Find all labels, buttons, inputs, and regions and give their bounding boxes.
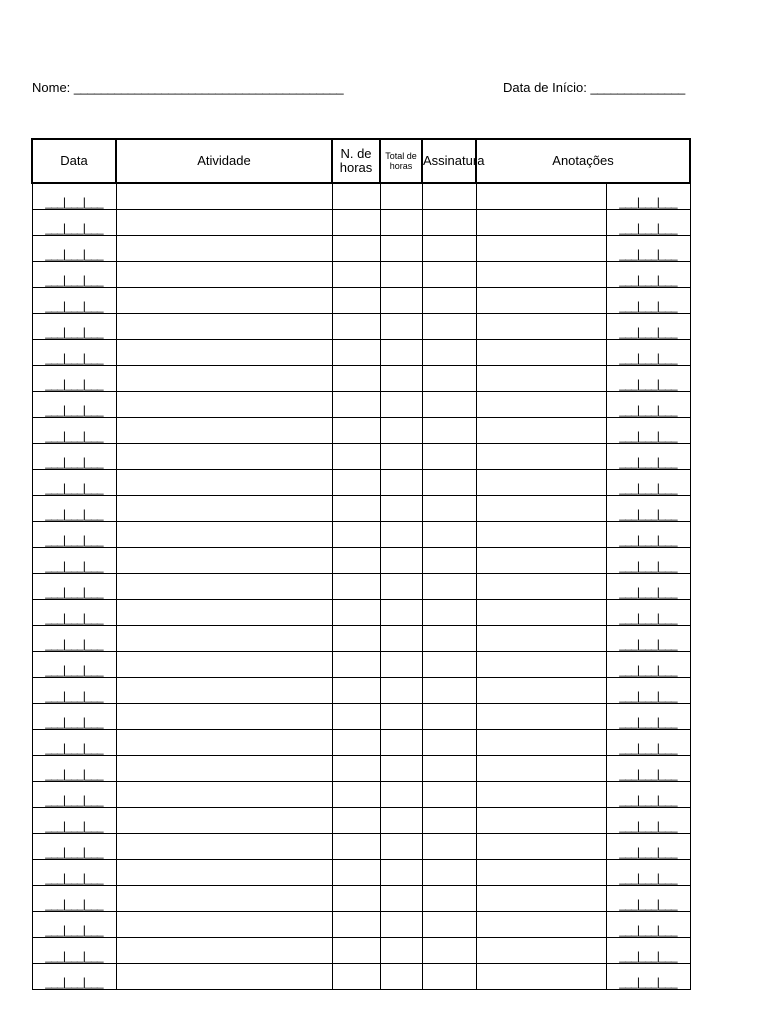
notes-cell[interactable] <box>476 392 606 418</box>
notes-date-cell[interactable]: ___|___|___ <box>606 704 690 730</box>
notes-cell[interactable] <box>476 782 606 808</box>
total-hours-cell[interactable] <box>380 886 422 912</box>
total-hours-cell[interactable] <box>380 288 422 314</box>
notes-cell[interactable] <box>476 704 606 730</box>
signature-cell[interactable] <box>422 782 476 808</box>
signature-cell[interactable] <box>422 366 476 392</box>
table-row <box>32 288 690 314</box>
total-hours-cell[interactable] <box>380 340 422 366</box>
notes-cell[interactable] <box>476 834 606 860</box>
signature-cell[interactable] <box>422 912 476 938</box>
activity-cell[interactable] <box>116 314 332 340</box>
signature-cell[interactable] <box>422 444 476 470</box>
notes-date-cell[interactable]: ___|___|___ <box>606 912 690 938</box>
notes-cell[interactable] <box>476 183 606 210</box>
notes-cell[interactable] <box>476 912 606 938</box>
notes-date-cell[interactable]: ___|___|___ <box>606 366 690 392</box>
signature-cell[interactable] <box>422 964 476 990</box>
signature-cell[interactable] <box>422 704 476 730</box>
table-body <box>32 183 690 990</box>
name-field <box>32 80 343 95</box>
hours-cell[interactable] <box>332 860 380 886</box>
notes-cell[interactable] <box>476 444 606 470</box>
hours-cell[interactable] <box>332 678 380 704</box>
col-header-data: Data <box>32 139 116 183</box>
notes-date-cell[interactable]: ___|___|___ <box>606 938 690 964</box>
hours-cell[interactable] <box>332 912 380 938</box>
activity-cell[interactable] <box>116 730 332 756</box>
date-cell[interactable]: ___|___|___ <box>32 964 116 990</box>
notes-cell[interactable] <box>476 522 606 548</box>
signature-cell[interactable] <box>422 340 476 366</box>
notes-cell[interactable] <box>476 548 606 574</box>
activity-cell[interactable] <box>116 288 332 314</box>
activity-cell[interactable] <box>116 886 332 912</box>
hours-cell[interactable] <box>332 574 380 600</box>
signature-cell[interactable] <box>422 522 476 548</box>
notes-date-cell[interactable]: ___|___|___ <box>606 808 690 834</box>
notes-date-cell[interactable]: ___|___|___ <box>606 210 690 236</box>
activity-cell[interactable] <box>116 704 332 730</box>
signature-cell[interactable] <box>422 183 476 210</box>
start-date-field <box>503 80 685 95</box>
notes-cell[interactable] <box>476 938 606 964</box>
notes-date-cell[interactable]: ___|___|___ <box>606 262 690 288</box>
notes-cell[interactable] <box>476 418 606 444</box>
activity-cell[interactable] <box>116 470 332 496</box>
notes-cell[interactable] <box>476 496 606 522</box>
total-hours-cell[interactable] <box>380 574 422 600</box>
notes-date-cell[interactable]: ___|___|___ <box>606 314 690 340</box>
notes-cell[interactable] <box>476 262 606 288</box>
table-row <box>32 730 690 756</box>
hours-cell[interactable] <box>332 808 380 834</box>
hours-cell[interactable] <box>332 938 380 964</box>
table-row <box>32 210 690 236</box>
signature-cell[interactable] <box>422 392 476 418</box>
date-cell[interactable]: ___|___|___ <box>32 912 116 938</box>
date-cell[interactable]: ___|___|___ <box>32 834 116 860</box>
table-row <box>32 496 690 522</box>
notes-date-cell[interactable]: ___|___|___ <box>606 470 690 496</box>
total-hours-cell[interactable] <box>380 470 422 496</box>
hours-cell[interactable] <box>332 964 380 990</box>
date-cell[interactable]: ___|___|___ <box>32 314 116 340</box>
hours-cell[interactable] <box>332 392 380 418</box>
table-row <box>32 600 690 626</box>
hours-cell[interactable] <box>332 418 380 444</box>
notes-date-cell[interactable]: ___|___|___ <box>606 496 690 522</box>
total-hours-cell[interactable] <box>380 652 422 678</box>
notes-cell[interactable] <box>476 236 606 262</box>
date-cell[interactable]: ___|___|___ <box>32 418 116 444</box>
col-header-atividade: Atividade <box>116 139 332 183</box>
activity-cell[interactable] <box>116 574 332 600</box>
signature-cell[interactable] <box>422 834 476 860</box>
table-row <box>32 860 690 886</box>
signature-cell[interactable] <box>422 600 476 626</box>
hours-cell[interactable] <box>332 183 380 210</box>
total-hours-cell[interactable] <box>380 964 422 990</box>
activity-cell[interactable] <box>116 392 332 418</box>
total-hours-cell[interactable] <box>380 210 422 236</box>
date-cell[interactable]: ___|___|___ <box>32 470 116 496</box>
table-row <box>32 314 690 340</box>
date-cell[interactable]: ___|___|___ <box>32 860 116 886</box>
total-hours-cell[interactable] <box>380 834 422 860</box>
col-header-anotacoes: Anotações <box>476 139 690 183</box>
signature-cell[interactable] <box>422 678 476 704</box>
activity-cell[interactable] <box>116 652 332 678</box>
total-hours-cell[interactable] <box>380 418 422 444</box>
total-hours-cell[interactable] <box>380 444 422 470</box>
activity-cell[interactable] <box>116 782 332 808</box>
table-row <box>32 183 690 210</box>
col-header-assinatura: Assinatura <box>422 139 476 183</box>
table-row <box>32 886 690 912</box>
date-cell[interactable]: ___|___|___ <box>32 808 116 834</box>
table-row <box>32 782 690 808</box>
date-cell[interactable]: ___|___|___ <box>32 600 116 626</box>
hours-cell[interactable] <box>332 496 380 522</box>
activity-cell[interactable] <box>116 210 332 236</box>
hours-cell[interactable] <box>332 522 380 548</box>
col-header-n-horas: N. de horas <box>332 139 380 183</box>
notes-cell[interactable] <box>476 288 606 314</box>
hours-cell[interactable] <box>332 548 380 574</box>
activity-cell[interactable] <box>116 938 332 964</box>
hours-cell[interactable] <box>332 600 380 626</box>
notes-cell[interactable] <box>476 886 606 912</box>
date-cell[interactable]: ___|___|___ <box>32 938 116 964</box>
date-cell[interactable]: ___|___|___ <box>32 782 116 808</box>
notes-cell[interactable] <box>476 860 606 886</box>
table-row <box>32 652 690 678</box>
date-cell[interactable]: ___|___|___ <box>32 678 116 704</box>
total-hours-cell[interactable] <box>380 183 422 210</box>
total-hours-cell[interactable] <box>380 314 422 340</box>
activity-cell[interactable] <box>116 860 332 886</box>
table-row <box>32 834 690 860</box>
total-hours-cell[interactable] <box>380 366 422 392</box>
signature-cell[interactable] <box>422 886 476 912</box>
signature-cell[interactable] <box>422 418 476 444</box>
table-row <box>32 574 690 600</box>
notes-date-cell[interactable]: ___|___|___ <box>606 340 690 366</box>
notes-date-cell[interactable]: ___|___|___ <box>606 964 690 990</box>
hours-cell[interactable] <box>332 704 380 730</box>
date-cell[interactable]: ___|___|___ <box>32 288 116 314</box>
table-row <box>32 418 690 444</box>
activity-cell[interactable] <box>116 496 332 522</box>
total-hours-cell[interactable] <box>380 236 422 262</box>
hours-cell[interactable] <box>332 730 380 756</box>
hours-cell[interactable] <box>332 314 380 340</box>
hours-cell[interactable] <box>332 262 380 288</box>
notes-cell[interactable] <box>476 652 606 678</box>
notes-cell[interactable] <box>476 314 606 340</box>
table-row <box>32 626 690 652</box>
total-hours-cell[interactable] <box>380 782 422 808</box>
notes-cell[interactable] <box>476 808 606 834</box>
notes-date-cell[interactable]: ___|___|___ <box>606 288 690 314</box>
signature-cell[interactable] <box>422 210 476 236</box>
table-row <box>32 704 690 730</box>
notes-date-cell[interactable]: ___|___|___ <box>606 444 690 470</box>
signature-cell[interactable] <box>422 808 476 834</box>
date-cell[interactable]: ___|___|___ <box>32 704 116 730</box>
total-hours-cell[interactable] <box>380 522 422 548</box>
notes-cell[interactable] <box>476 626 606 652</box>
table-row <box>32 756 690 782</box>
hours-cell[interactable] <box>332 834 380 860</box>
notes-date-cell[interactable]: ___|___|___ <box>606 522 690 548</box>
total-hours-cell[interactable] <box>380 704 422 730</box>
notes-date-cell[interactable]: ___|___|___ <box>606 418 690 444</box>
notes-cell[interactable] <box>476 470 606 496</box>
total-hours-cell[interactable] <box>380 756 422 782</box>
table-row <box>32 340 690 366</box>
date-cell[interactable]: ___|___|___ <box>32 262 116 288</box>
date-cell[interactable]: ___|___|___ <box>32 652 116 678</box>
total-hours-cell[interactable] <box>380 496 422 522</box>
notes-cell[interactable] <box>476 340 606 366</box>
activity-cell[interactable] <box>116 808 332 834</box>
activity-cell[interactable] <box>116 600 332 626</box>
notes-date-cell[interactable]: ___|___|___ <box>606 236 690 262</box>
activity-cell[interactable] <box>116 626 332 652</box>
hours-cell[interactable] <box>332 782 380 808</box>
notes-cell[interactable] <box>476 600 606 626</box>
date-cell[interactable]: ___|___|___ <box>32 626 116 652</box>
signature-cell[interactable] <box>422 860 476 886</box>
date-cell[interactable]: ___|___|___ <box>32 548 116 574</box>
activity-cell[interactable] <box>116 340 332 366</box>
table-row <box>32 262 690 288</box>
activity-cell[interactable] <box>116 418 332 444</box>
table-row <box>32 470 690 496</box>
notes-cell[interactable] <box>476 210 606 236</box>
signature-cell[interactable] <box>422 626 476 652</box>
total-hours-cell[interactable] <box>380 912 422 938</box>
notes-cell[interactable] <box>476 366 606 392</box>
name-blank-line[interactable]: ________________________________________ <box>73 80 344 95</box>
table-row <box>32 366 690 392</box>
total-hours-cell[interactable] <box>380 808 422 834</box>
activity-cell[interactable] <box>116 912 332 938</box>
start-date-blank-line[interactable]: ______________ <box>590 80 685 95</box>
signature-cell[interactable] <box>422 730 476 756</box>
total-hours-cell[interactable] <box>380 938 422 964</box>
signature-cell[interactable] <box>422 548 476 574</box>
hours-cell[interactable] <box>332 626 380 652</box>
notes-cell[interactable] <box>476 678 606 704</box>
notes-date-cell[interactable]: ___|___|___ <box>606 834 690 860</box>
activity-cell[interactable] <box>116 756 332 782</box>
date-cell[interactable]: ___|___|___ <box>32 236 116 262</box>
col-header-total-horas: Total de horas <box>380 139 422 183</box>
notes-date-cell[interactable]: ___|___|___ <box>606 392 690 418</box>
signature-cell[interactable] <box>422 756 476 782</box>
table-row <box>32 444 690 470</box>
date-cell[interactable]: ___|___|___ <box>32 210 116 236</box>
notes-date-cell[interactable]: ___|___|___ <box>606 574 690 600</box>
total-hours-cell[interactable] <box>380 678 422 704</box>
hours-cell[interactable] <box>332 236 380 262</box>
signature-cell[interactable] <box>422 262 476 288</box>
total-hours-cell[interactable] <box>380 548 422 574</box>
activity-cell[interactable] <box>116 366 332 392</box>
hours-cell[interactable] <box>332 444 380 470</box>
notes-date-cell[interactable]: ___|___|___ <box>606 626 690 652</box>
date-cell[interactable]: ___|___|___ <box>32 183 116 210</box>
activity-cell[interactable] <box>116 834 332 860</box>
date-cell[interactable]: ___|___|___ <box>32 392 116 418</box>
activity-cell[interactable] <box>116 678 332 704</box>
notes-date-cell[interactable]: ___|___|___ <box>606 548 690 574</box>
total-hours-cell[interactable] <box>380 860 422 886</box>
signature-cell[interactable] <box>422 314 476 340</box>
table-row <box>32 678 690 704</box>
notes-date-cell[interactable]: ___|___|___ <box>606 860 690 886</box>
notes-cell[interactable] <box>476 964 606 990</box>
notes-cell[interactable] <box>476 574 606 600</box>
hours-cell[interactable] <box>332 886 380 912</box>
notes-date-cell[interactable]: ___|___|___ <box>606 782 690 808</box>
table-row <box>32 548 690 574</box>
signature-cell[interactable] <box>422 288 476 314</box>
date-cell[interactable]: ___|___|___ <box>32 444 116 470</box>
hours-cell[interactable] <box>332 210 380 236</box>
notes-cell[interactable] <box>476 756 606 782</box>
activity-log-table <box>31 138 691 990</box>
signature-cell[interactable] <box>422 496 476 522</box>
notes-date-cell[interactable]: ___|___|___ <box>606 756 690 782</box>
total-hours-cell[interactable] <box>380 626 422 652</box>
signature-cell[interactable] <box>422 236 476 262</box>
total-hours-cell[interactable] <box>380 262 422 288</box>
notes-cell[interactable] <box>476 730 606 756</box>
date-cell[interactable]: ___|___|___ <box>32 730 116 756</box>
date-cell[interactable]: ___|___|___ <box>32 886 116 912</box>
hours-cell[interactable] <box>332 756 380 782</box>
notes-date-cell[interactable]: ___|___|___ <box>606 652 690 678</box>
hours-cell[interactable] <box>332 288 380 314</box>
activity-cell[interactable] <box>116 522 332 548</box>
signature-cell[interactable] <box>422 938 476 964</box>
activity-cell[interactable] <box>116 236 332 262</box>
date-cell[interactable]: ___|___|___ <box>32 340 116 366</box>
activity-cell[interactable] <box>116 964 332 990</box>
table-row <box>32 808 690 834</box>
notes-date-cell[interactable]: ___|___|___ <box>606 600 690 626</box>
hours-cell[interactable] <box>332 652 380 678</box>
date-cell[interactable]: ___|___|___ <box>32 574 116 600</box>
total-hours-cell[interactable] <box>380 730 422 756</box>
hours-cell[interactable] <box>332 340 380 366</box>
hours-cell[interactable] <box>332 470 380 496</box>
total-hours-cell[interactable] <box>380 392 422 418</box>
table-row <box>32 392 690 418</box>
notes-date-cell[interactable]: ___|___|___ <box>606 183 690 210</box>
start-date-label: Data de Início: <box>503 80 587 95</box>
table-row <box>32 912 690 938</box>
signature-cell[interactable] <box>422 470 476 496</box>
activity-cell[interactable] <box>116 183 332 210</box>
signature-cell[interactable] <box>422 652 476 678</box>
activity-cell[interactable] <box>116 444 332 470</box>
name-label: Nome: <box>32 80 71 95</box>
date-cell[interactable]: ___|___|___ <box>32 496 116 522</box>
table-row <box>32 522 690 548</box>
activity-cell[interactable] <box>116 262 332 288</box>
notes-date-cell[interactable]: ___|___|___ <box>606 886 690 912</box>
notes-date-cell[interactable]: ___|___|___ <box>606 678 690 704</box>
hours-cell[interactable] <box>332 366 380 392</box>
table-row <box>32 964 690 990</box>
total-hours-cell[interactable] <box>380 600 422 626</box>
date-cell[interactable]: ___|___|___ <box>32 756 116 782</box>
date-cell[interactable]: ___|___|___ <box>32 366 116 392</box>
date-cell[interactable]: ___|___|___ <box>32 522 116 548</box>
notes-date-cell[interactable]: ___|___|___ <box>606 730 690 756</box>
signature-cell[interactable] <box>422 574 476 600</box>
table-row <box>32 236 690 262</box>
table-header-row <box>32 139 690 183</box>
activity-cell[interactable] <box>116 548 332 574</box>
table-row <box>32 938 690 964</box>
